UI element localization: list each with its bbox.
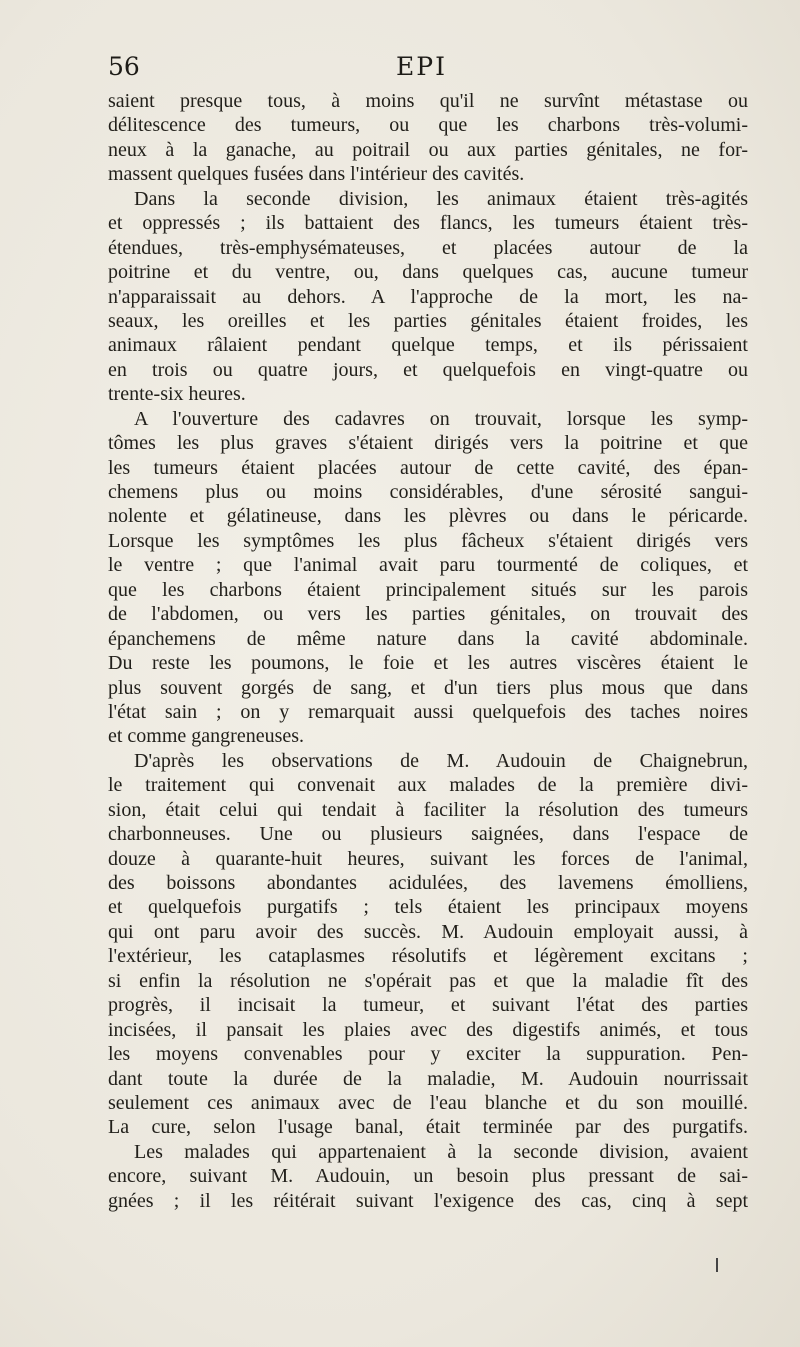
text-line: saient presque tous, à moins qu'il ne survînt métastase ou <box>108 90 748 112</box>
running-head: EPI <box>396 52 447 81</box>
page-header <box>108 52 748 86</box>
text-line: sion, était celui qui tendait à faciliter la résolution des tumeurs <box>108 798 748 821</box>
text-line: tômes les plus graves s'étaient dirigés vers la poitrine et que <box>108 432 748 455</box>
text-line: le traitement qui convenait aux malades de la première divi- <box>108 774 748 797</box>
text-line: A l'ouverture des cadavres on trouvait, lorsque les symp- <box>134 407 748 430</box>
text-line: les moyens convenables pour y exciter la suppuration. Pen- <box>108 1043 748 1066</box>
text-line: et quelquefois purgatifs ; tels étaient les principaux moyens <box>108 896 748 919</box>
text-line: neux à la ganache, au poitrail ou aux parties génitales, ne for- <box>108 138 748 161</box>
text-line: seulement ces animaux avec de l'eau blanche et du son mouillé. <box>108 1091 748 1114</box>
text-line: animaux râlaient pendant quelque temps, et ils périssaient <box>108 334 748 357</box>
text-line: poitrine et du ventre, ou, dans quelques cas, aucune tumeur <box>108 261 748 284</box>
text-line: et comme gangreneuses. <box>108 725 305 748</box>
text-line: en trois ou quatre jours, et quelquefois en vingt-quatre ou <box>108 358 748 381</box>
text-line: l'état sain ; on y remarquait aussi quelquefois des taches noires <box>108 700 748 723</box>
text-line: La cure, selon l'usage banal, était terminée par des purgatifs. <box>108 1116 748 1139</box>
text-line: et oppressés ; ils battaient des flancs, les tumeurs étaient très- <box>108 212 748 235</box>
margin-mark <box>716 1258 718 1272</box>
text-line: trente-six heures. <box>108 383 246 406</box>
text-line: de l'abdomen, ou vers les parties génitales, on trouvait des <box>108 603 748 626</box>
text-line: étendues, très-emphysémateuses, et placées autour de la <box>108 236 748 259</box>
text-line: Lorsque les symptômes les plus fâcheux s'étaient dirigés vers <box>108 529 748 552</box>
text-line: gnées ; il les réitérait suivant l'exigence des cas, cinq à sept <box>108 1189 748 1212</box>
text-line: si enfin la résolution ne s'opérait pas et que la maladie fît des <box>108 969 748 992</box>
text-line: plus souvent gorgés de sang, et d'un tiers plus mous que dans <box>108 676 748 699</box>
text-line: n'apparaissait au dehors. A l'approche de la mort, les na- <box>108 285 748 308</box>
text-line: D'après les observations de M. Audouin de Chaignebrun, <box>134 749 748 772</box>
text-line: chemens plus ou moins considérables, d'une sérosité sangui- <box>108 481 748 503</box>
text-line: délitescence des tumeurs, ou que les charbons très-volumi- <box>108 114 748 137</box>
text-line: dant toute la durée de la maladie, M. Audouin nourrissait <box>108 1067 748 1090</box>
text-line: Du reste les poumons, le foie et les autres viscères étaient le <box>108 652 748 675</box>
text-line: progrès, il incisait la tumeur, et suivant l'état des parties <box>108 994 748 1017</box>
text-line: épanchemens de même nature dans la cavité abdominale. <box>108 627 748 650</box>
text-line: douze à quarante-huit heures, suivant les forces de l'animal, <box>108 847 748 870</box>
text-line: seaux, les oreilles et les parties génitales étaient froides, les <box>108 309 748 332</box>
text-line: encore, suivant M. Audouin, un besoin plus pressant de sai- <box>108 1165 748 1188</box>
text-line: charbonneuses. Une ou plusieurs saignées, dans l'espace de <box>108 823 748 846</box>
text-line: Dans la seconde division, les animaux étaient très-agités <box>134 187 748 210</box>
text-line: incisées, il pansait les plaies avec des digestifs animés, et tous <box>108 1018 748 1041</box>
text-line: Les malades qui appartenaient à la seconde division, avaient <box>134 1140 748 1163</box>
text-line: que les charbons étaient principalement situés sur les parois <box>108 578 748 601</box>
text-line: qui ont paru avoir des succès. M. Audouin employait aussi, à <box>108 920 748 943</box>
text-line: le ventre ; que l'animal avait paru tourmenté de coliques, et <box>108 554 748 577</box>
text-line: massent quelques fusées dans l'intérieur des cavités. <box>108 163 525 186</box>
text-line: des boissons abondantes acidulées, des lavemens émolliens, <box>108 872 748 894</box>
body-text <box>108 89 748 1213</box>
text-line: les tumeurs étaient placées autour de cette cavité, des épan- <box>108 456 748 479</box>
text-line: nolente et gélatineuse, dans les plèvres ou dans le péricarde. <box>108 505 748 528</box>
page-number: 56 <box>108 52 140 81</box>
text-line: l'extérieur, les cataplasmes résolutifs et légèrement excitans ; <box>108 945 748 968</box>
